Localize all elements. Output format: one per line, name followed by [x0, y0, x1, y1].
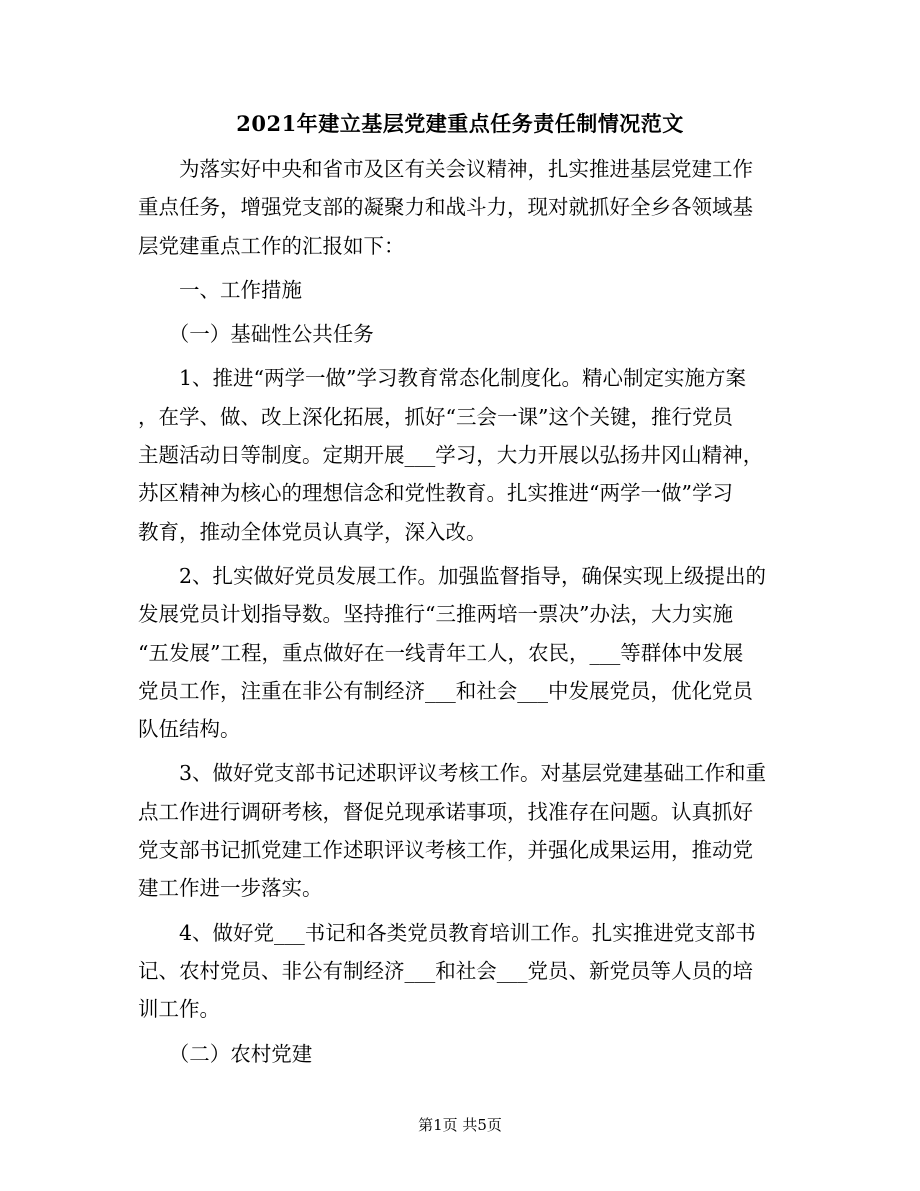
- text-line: （二）农村党建: [138, 1041, 313, 1066]
- text-line: 重点任务，增强党支部的凝聚力和战斗力，现对就抓好全乡各领域基: [138, 195, 753, 220]
- page-footer: 第1页 共5页: [418, 1116, 502, 1134]
- text-line: 一、工作措施: [138, 277, 302, 302]
- text-line: （一）基础性公共任务: [138, 322, 374, 347]
- text-line: 党员工作，注重在非公有制经济___和社会___中发展党员，优化党员: [138, 678, 753, 703]
- paragraph: [138, 150, 784, 265]
- text-line: 为落实好中央和省市及区有关会议精神，扎实推进基层党建工作: [138, 157, 753, 181]
- text-line: 队伍结构。: [138, 717, 241, 742]
- text-line: 苏区精神为核心的理想信念和党性教育。扎实推进“两学一做”学习: [138, 481, 733, 506]
- paragraph: [138, 557, 784, 748]
- paragraph: [138, 315, 784, 353]
- text-line: “五发展”工程，重点做好在一线青年工人，农民，___等群体中发展: [138, 640, 744, 665]
- text-line: 发展党员计划指导数。坚持推行“三推两培一票决”办法，大力实施: [138, 602, 733, 627]
- text-line: 点工作进行调研考核，督促兑现承诺事项，找准存在问题。认真抓好: [138, 799, 753, 824]
- text-line: 训工作。: [138, 997, 220, 1022]
- document-body: [138, 150, 784, 1073]
- text-line: ，在学、做、改上深化拓展，抓好“三会一课”这个关键，推行党员: [138, 404, 733, 429]
- text-line: 2、扎实做好党员发展工作。加强监督指导，确保实现上级提出的: [138, 563, 767, 588]
- text-line: 建工作进一步落实。: [138, 876, 323, 901]
- paragraph: [138, 271, 784, 309]
- text-line: 记、农村党员、非公有制经济___和社会___党员、新党员等人员的培: [138, 958, 753, 983]
- paragraph: [138, 1035, 784, 1073]
- text-line: 层党建重点工作的汇报如下：: [138, 233, 405, 258]
- text-line: 3、做好党支部书记述职评议考核工作。对基层党建基础工作和重: [138, 761, 767, 786]
- text-line: 1、推进“两学一做”学习教育常态化制度化。精心制定实施方案: [138, 366, 747, 391]
- document-title: 2021年建立基层党建重点任务责任制情况范文: [236, 111, 684, 136]
- text-line: 党支部书记抓党建工作述职评议考核工作，并强化成果运用，推动党: [138, 838, 753, 863]
- text-line: 4、做好党___书记和各类党员教育培训工作。扎实推进党支部书: [138, 920, 756, 945]
- paragraph: [138, 359, 784, 550]
- text-line: 主题活动日等制度。定期开展___学习，大力开展以弘扬井冈山精神，: [138, 443, 764, 468]
- paragraph: [138, 914, 784, 1029]
- text-line: 教育，推动全体党员认真学，深入改。: [138, 519, 487, 544]
- paragraph: [138, 754, 784, 907]
